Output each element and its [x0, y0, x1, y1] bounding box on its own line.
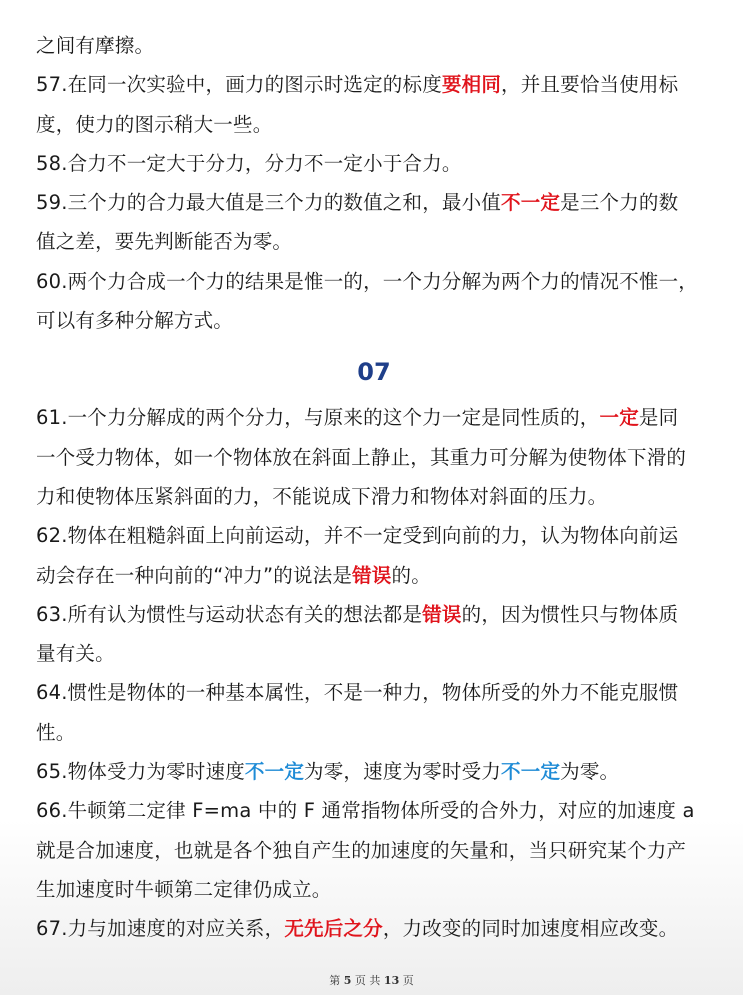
text-run: 一个受力物体，如一个物体放在斜面上静止，其重力可分解为使物体下滑的	[36, 445, 687, 469]
page-number: 5	[343, 974, 352, 987]
text-run: 动会存在一种向前的“冲力”的说法是	[36, 563, 353, 587]
text-line	[36, 183, 712, 222]
page-footer	[0, 972, 743, 988]
text-line	[36, 222, 712, 261]
text-line	[36, 791, 712, 830]
highlight-red: 不一定	[501, 191, 561, 215]
text-run: 为零，速度为零时受力	[304, 760, 502, 784]
footer-text: 页 共	[354, 974, 381, 987]
text-line	[36, 752, 712, 791]
text-run: 60.两个力合成一个力的结果是惟一的，一个力分解为两个力的情况不惟一，	[36, 269, 699, 293]
text-run: 58.合力不一定大于分力，分力不一定小于合力。	[36, 151, 462, 175]
text-run: 是同	[638, 406, 679, 430]
text-line	[36, 144, 712, 183]
text-line	[36, 831, 712, 870]
text-line	[36, 26, 712, 65]
text-line	[36, 438, 712, 477]
text-line	[36, 713, 712, 752]
text-run: 之间有摩擦。	[36, 34, 155, 57]
highlight-red: 无先后之分	[284, 917, 383, 941]
text-run: 63.所有认为惯性与运动状态有关的想法都是	[36, 602, 423, 626]
text-run: 64.惯性是物体的一种基本属性，不是一种力，物体所受的外力不能克服惯	[36, 681, 679, 705]
highlight-red: 一定	[599, 406, 639, 430]
text-run: 67.力与加速度的对应关系，	[36, 917, 285, 941]
text-line	[36, 105, 712, 144]
footer-text: 第	[329, 974, 341, 987]
text-line	[36, 65, 712, 104]
text-line	[36, 477, 712, 516]
text-line	[36, 301, 712, 340]
text-run: 66.牛顿第二定律 F=ma 中的 F 通常指物体所受的合外力，对应的加速度 a	[36, 799, 695, 823]
footer-text: 页	[402, 974, 414, 987]
text-run: 就是合加速度，也就是各个独自产生的加速度的矢量和，当只研究某个力产	[36, 838, 687, 862]
text-run: ，力改变的同时加速度相应改变。	[382, 917, 679, 941]
text-run: 61.一个力分解成的两个分力，与原来的这个力一定是同性质的，	[36, 406, 600, 430]
highlight-red: 要相同	[441, 73, 502, 97]
text-line	[36, 870, 712, 909]
highlight-blue: 不一定	[244, 760, 305, 784]
section-title: 07	[357, 358, 391, 387]
text-run: 是三个力的数	[560, 191, 679, 215]
text-run: 57.在同一次实验中，画力的图示时选定的标度	[36, 73, 442, 97]
text-run: 的。	[391, 563, 431, 587]
page-total: 13	[383, 974, 400, 987]
highlight-red: 错误	[352, 563, 392, 587]
text-run: 65.物体受力为零时速度	[36, 760, 245, 784]
text-run: 可以有多种分解方式。	[36, 309, 234, 333]
text-line	[36, 516, 712, 555]
text-line	[36, 398, 712, 437]
highlight-blue: 不一定	[501, 760, 561, 784]
text-run: 59.三个力的合力最大值是三个力的数值之和，最小值	[36, 191, 502, 215]
text-run: 度，使力的图示稍大一些。	[36, 112, 273, 136]
text-run: 性。	[36, 720, 76, 744]
text-line	[36, 909, 712, 948]
text-run: 62.物体在粗糙斜面上向前运动，并不一定受到向前的力，认为物体向前运	[36, 524, 679, 548]
text-run: 量有关。	[36, 642, 115, 666]
text-line	[36, 595, 712, 634]
text-run: 生加速度时牛顿第二定律仍成立。	[36, 877, 332, 901]
page-content	[36, 26, 712, 949]
text-line	[36, 556, 712, 595]
text-line	[36, 634, 712, 673]
text-run: 力和使物体压紧斜面的力，不能说成下滑力和物体对斜面的压力。	[36, 484, 608, 508]
text-line	[36, 262, 712, 301]
text-run: 的，因为惯性只与物体质	[461, 602, 679, 626]
text-run: 为零。	[560, 760, 620, 784]
text-line	[36, 673, 712, 712]
highlight-red: 错误	[422, 602, 462, 626]
text-run: 值之差，要先判断能否为零。	[36, 230, 293, 254]
text-run: ，并且要恰当使用标	[501, 73, 679, 97]
